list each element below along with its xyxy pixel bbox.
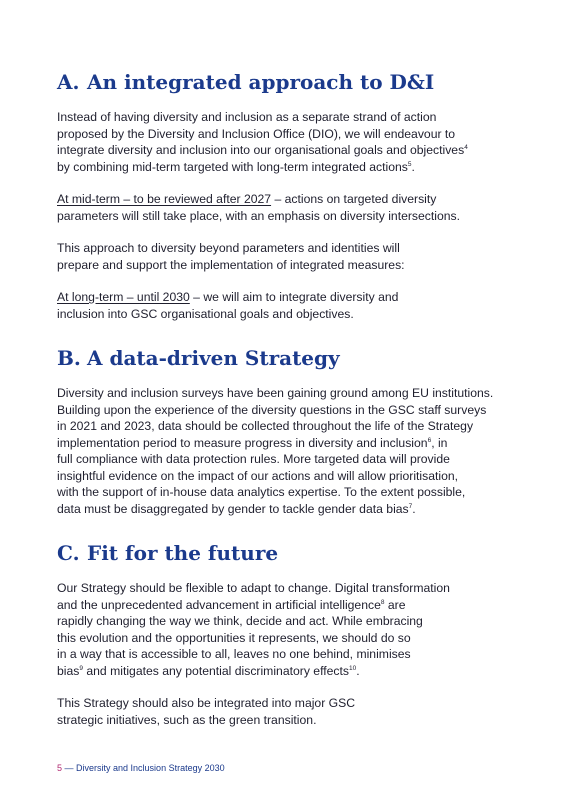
section-c-letter: C. xyxy=(57,541,80,565)
footnote-ref-4[interactable]: 4 xyxy=(464,144,468,151)
text-line xyxy=(57,435,517,452)
text-line: proposed by the Diversity and Inclusion Office (DIO), we will endeavour to xyxy=(57,126,456,141)
text-line: data must be disaggregated by gender to tackle gender data bias$^7$. xyxy=(57,501,416,516)
text-line: strategic initiatives, such as the green transition. xyxy=(57,712,317,727)
text-line: Instead of having diversity and inclusion as a separate strand of action xyxy=(57,110,437,124)
text-line: Diversity and inclusion surveys have been gaining ground among EU institutions. xyxy=(57,386,494,400)
text-line: parameters will still take place, with an emphasis on diversity intersections. xyxy=(57,208,461,223)
text-line: Building upon the experience of the diversity questions in the GSC staff surveys xyxy=(57,402,487,417)
mid-term-label: At mid-term – to be reviewed after 2027 xyxy=(57,192,272,206)
text-fragment: and mitigates any potential discriminatory effects xyxy=(82,663,349,678)
text-line: This approach to diversity beyond parameters and identities will xyxy=(57,241,400,255)
footnote-ref-7[interactable]: 7 xyxy=(408,502,413,510)
footer-document-title: Diversity and Inclusion Strategy 2030 xyxy=(76,763,225,773)
section-a-title: An integrated approach to D&I xyxy=(87,70,435,94)
text-fragment: – we will aim to integrate diversity and xyxy=(189,290,399,304)
footnote-ref-9[interactable]: 9 xyxy=(79,664,83,672)
section-b-paragraph xyxy=(57,385,517,517)
text-line: Our Strategy should be flexible to adapt to change. Digital transformation xyxy=(57,581,450,595)
section-a-mid-term-paragraph xyxy=(57,191,517,224)
section-a-paragraph-3 xyxy=(57,240,517,273)
text-fragment: by combining mid-term targeted with long-term integrated actions xyxy=(57,159,408,174)
long-term-label: At long-term – until 2030 xyxy=(57,290,190,304)
section-c-title: Fit for the future xyxy=(87,541,279,565)
footnote-ref-5[interactable]: 5 xyxy=(407,160,412,168)
text-line: full compliance with data protection rules. More targeted data will provide xyxy=(57,452,450,466)
text-fragment: , in xyxy=(431,435,448,450)
text-fragment: implementation period to measure progress in diversity and inclusion xyxy=(57,435,428,450)
section-c-heading xyxy=(57,539,517,567)
text-fragment: integrate diversity and inclusion into our organisational goals and objectives xyxy=(57,143,465,157)
text-line xyxy=(57,289,517,306)
text-line: inclusion into GSC organisational goals and objectives. xyxy=(57,306,354,321)
text-fragment: data must be disaggregated by gender to tackle gender data bias xyxy=(57,501,409,516)
section-c-paragraph-1 xyxy=(57,580,517,679)
footer-separator: — xyxy=(62,763,77,773)
text-line xyxy=(57,142,517,159)
text-line: prepare and support the implementation of integrated measures: xyxy=(57,257,405,272)
section-a-heading xyxy=(57,68,517,96)
text-fragment: bias xyxy=(57,663,80,678)
page-content xyxy=(57,68,517,728)
footnote-ref-6[interactable]: 6 xyxy=(427,436,432,444)
footnote-ref-8[interactable]: 8 xyxy=(380,598,385,606)
text-line xyxy=(57,597,517,614)
text-line: in a way that is accessible to all, leaves no one behind, minimises xyxy=(57,647,411,661)
text-line: with the support of in-house data analytics expertise. To the extent possible, xyxy=(57,485,466,499)
text-line: this evolution and the opportunities it represents, we should do so xyxy=(57,630,411,645)
text-fragment: – actions on targeted diversity xyxy=(271,192,437,206)
page-number: 5 xyxy=(57,763,63,773)
text-line xyxy=(57,191,517,208)
section-a-long-term-paragraph xyxy=(57,289,517,322)
text-line: rapidly changing the way we think, decide and act. While embracing xyxy=(57,614,423,628)
section-b-heading xyxy=(57,344,517,372)
section-a-paragraph-1 xyxy=(57,109,517,175)
section-b-title: A data-driven Strategy xyxy=(87,346,340,370)
text-line: bias$^9$ and mitigates any potential discriminatory effects$^{10}$. xyxy=(57,663,360,678)
text-line: insightful evidence on the impact of our actions and will allow prioritisation, xyxy=(57,468,459,483)
section-c-paragraph-2 xyxy=(57,695,517,728)
text-line: This Strategy should also be integrated into major GSC xyxy=(57,696,356,710)
text-line: in 2021 and 2023, data should be collected throughout the life of the Strategy xyxy=(57,419,474,433)
page-footer xyxy=(57,763,225,773)
section-a-letter: A. xyxy=(57,70,80,94)
text-fragment: are xyxy=(384,597,406,612)
text-line: by combining mid-term targeted with long-term integrated actions$^5$. xyxy=(57,159,415,174)
text-fragment: and the unprecedented advancement in artificial intelligence xyxy=(57,597,381,612)
section-b-letter: B. xyxy=(57,346,81,370)
footnote-ref-10[interactable]: 10 xyxy=(349,664,357,672)
